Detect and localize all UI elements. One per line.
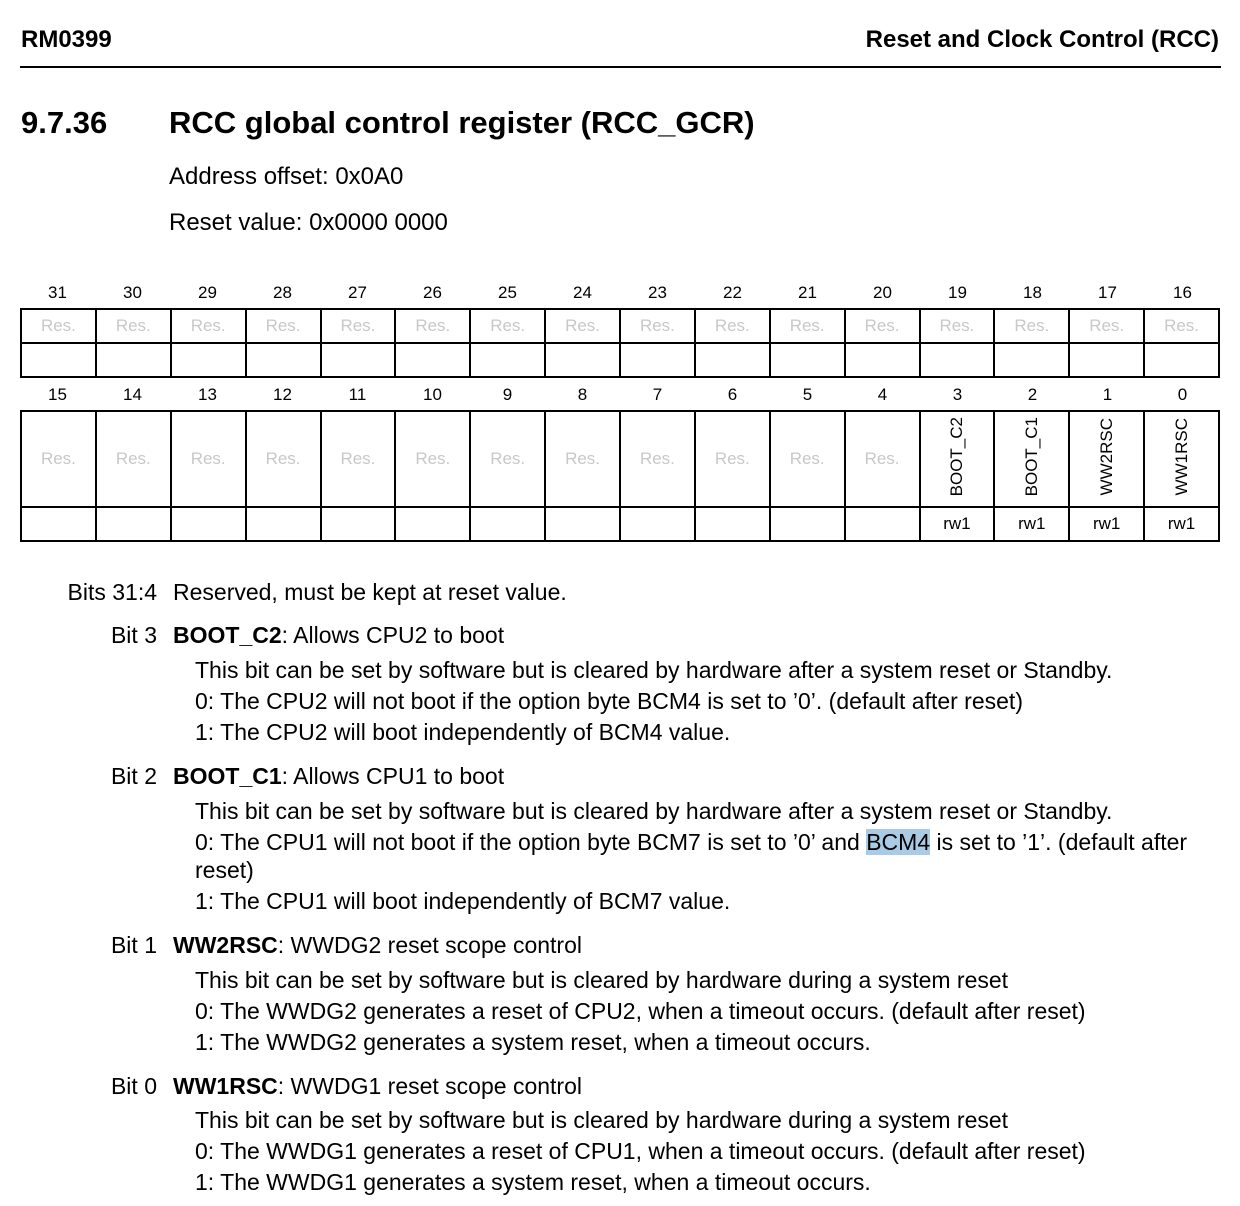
section-title: RCC global control register (RCC_GCR) (169, 105, 755, 140)
access-cell (246, 343, 321, 377)
reserved-cell: Res. (171, 309, 246, 343)
bit-number: 29 (198, 283, 217, 302)
reserved-cell: Res. (770, 411, 845, 507)
bit0-label: Bit 0 (110, 1073, 157, 1099)
bit3-label: Bit 3 (110, 622, 157, 648)
bit-number: 15 (48, 385, 67, 404)
reserved-cell: Res. (246, 411, 321, 507)
bit2-line2 (195, 827, 1215, 858)
bit-number: 18 (1023, 283, 1042, 302)
bit-number: 6 (727, 385, 738, 404)
bit-number: 20 (873, 283, 892, 302)
reserved-cell: Res. (770, 309, 845, 343)
reserved-cell: Res. (920, 309, 995, 343)
bit-number: 10 (423, 385, 442, 404)
access-cell (171, 343, 246, 377)
reserved-cell: Res. (695, 309, 770, 343)
access-cell (1069, 343, 1144, 377)
bit-number: 26 (423, 283, 442, 302)
bit3-field-name: BOOT_C2 (173, 622, 282, 648)
bit-number: 2 (1027, 385, 1038, 404)
reserved-cell: Res. (994, 309, 1069, 343)
reserved-cell: Res. (470, 309, 545, 343)
access-cell (770, 507, 845, 541)
reserved-cell: Res. (395, 309, 470, 343)
bit2-summary: : Allows CPU1 to boot (281, 763, 505, 789)
bit2-line2-highlight: BCM4 (866, 829, 931, 855)
bit2-line1: This bit can be set by software but is cleared by hardware after a system reset or Standby. (195, 798, 1113, 824)
access-cell (770, 343, 845, 377)
bit2-field-name: BOOT_C1 (173, 763, 282, 789)
bit0-line3: 1: The WWDG1 generates a system reset, when a timeout occurs. (195, 1169, 871, 1195)
access-cell (246, 507, 321, 541)
bit1-field-name: WW2RSC (173, 932, 278, 958)
upper-register-table (20, 308, 1220, 378)
reserved-cell: Res. (545, 411, 620, 507)
access-cell (620, 507, 695, 541)
reserved-cell: Res. (21, 411, 96, 507)
reserved-cell: Res. (845, 411, 920, 507)
bit3-line3: 1: The CPU2 will boot independently of BCM4 value. (195, 719, 731, 745)
bit-number: 19 (948, 283, 967, 302)
bit0-line1: This bit can be set by software but is cleared by hardware during a system reset (195, 1107, 1009, 1133)
access-cell (620, 343, 695, 377)
field-name-boot-c2: BOOT_C2 (947, 416, 967, 497)
field-name-ww2rsc: WW2RSC (1097, 417, 1117, 496)
reserved-cell: Res. (845, 309, 920, 343)
access-cell (395, 343, 470, 377)
bit-number: 31 (48, 283, 67, 302)
reserved-cell: Res. (695, 411, 770, 507)
reserved-cell: Res. (321, 411, 396, 507)
access-cell (545, 343, 620, 377)
access-cell (920, 343, 995, 377)
access-cell (545, 507, 620, 541)
reserved-cell: Res. (1144, 309, 1219, 343)
field-name-boot-c1: BOOT_C1 (1022, 416, 1042, 497)
bit1-line3: 1: The WWDG2 generates a system reset, when a timeout occurs. (195, 1029, 871, 1055)
bit-number: 5 (802, 385, 813, 404)
field-cell-boot-c2 (920, 411, 995, 507)
reserved-cell: Res. (321, 309, 396, 343)
reserved-bits-text: Reserved, must be kept at reset value. (173, 579, 567, 605)
bit2-line2-part1: 0: The CPU1 will not boot if the option byte BCM7 is set to ’0’ and (195, 829, 867, 855)
bit-number: 23 (648, 283, 667, 302)
bit-number: 3 (952, 385, 963, 404)
bit-number: 11 (348, 385, 367, 404)
upper-access-row (21, 343, 1219, 377)
document-id: RM0399 (21, 26, 112, 53)
reserved-cell: Res. (96, 411, 171, 507)
reserved-cell: Res. (21, 309, 96, 343)
access-cell (171, 507, 246, 541)
section-number: 9.7.36 (21, 105, 108, 140)
bit2-line2-wrap: reset) (195, 857, 254, 883)
bit3-heading (173, 620, 504, 651)
reserved-cell: Res. (620, 309, 695, 343)
reserved-cell: Res. (545, 309, 620, 343)
reserved-cell: Res. (246, 309, 321, 343)
bit0-line2: 0: The WWDG1 generates a reset of CPU1, when a timeout occurs. (default after reset) (195, 1138, 1086, 1164)
bit-number: 22 (723, 283, 742, 302)
bit-number: 9 (502, 385, 513, 404)
bit3-line2: 0: The CPU2 will not boot if the option byte BCM4 is set to ’0’. (default after reset) (195, 688, 1023, 714)
access-cell (321, 343, 396, 377)
bit-number: 1 (1102, 385, 1113, 404)
reserved-cell: Res. (620, 411, 695, 507)
bit1-heading (173, 930, 582, 961)
access-cell (695, 507, 770, 541)
access-cell (695, 343, 770, 377)
field-cell-ww2rsc (1069, 411, 1144, 507)
bit-number: 7 (652, 385, 663, 404)
field-cell-ww1rsc (1144, 411, 1219, 507)
access-cell (1144, 343, 1219, 377)
bit2-line2-part2: is set to ’1’. (default after (930, 829, 1188, 855)
access-cell (321, 507, 396, 541)
access-cell (21, 343, 96, 377)
reserved-bits-label: Bits 31:4 (67, 579, 157, 605)
upper-bit-numbers (20, 278, 1220, 308)
bit-number: 28 (273, 283, 292, 302)
bit-number: 27 (348, 283, 367, 302)
bit-number: 0 (1177, 385, 1188, 404)
lower-access-row (21, 507, 1219, 541)
access-type-ww1rsc: rw1 (1144, 507, 1219, 541)
access-type-boot-c2: rw1 (920, 507, 995, 541)
field-cell-boot-c1 (994, 411, 1069, 507)
bit2-label: Bit 2 (110, 763, 157, 789)
upper-field-row (21, 309, 1219, 343)
bit1-label: Bit 1 (110, 932, 157, 958)
header-divider (20, 66, 1221, 68)
access-cell (470, 507, 545, 541)
bit3-summary: : Allows CPU2 to boot (281, 622, 505, 648)
bit0-field-name: WW1RSC (173, 1073, 278, 1099)
register-lower-half (20, 380, 1220, 542)
access-cell (395, 507, 470, 541)
reset-value: Reset value: 0x0000 0000 (169, 209, 448, 236)
bit-number: 4 (877, 385, 888, 404)
access-cell (994, 343, 1069, 377)
reserved-cell: Res. (1069, 309, 1144, 343)
bit-number: 13 (198, 385, 217, 404)
reserved-cell: Res. (96, 309, 171, 343)
access-cell (21, 507, 96, 541)
bit-number: 12 (273, 385, 292, 404)
bit2-line3: 1: The CPU1 will boot independently of BCM7 value. (195, 888, 731, 914)
bit-number: 14 (123, 385, 142, 404)
bit3-line1: This bit can be set by software but is cleared by hardware after a system reset or Standby. (195, 657, 1113, 683)
chapter-title: Reset and Clock Control (RCC) (865, 26, 1219, 53)
access-cell (845, 507, 920, 541)
access-cell (96, 507, 171, 541)
reserved-cell: Res. (470, 411, 545, 507)
bit1-summary: : WWDG2 reset scope control (277, 932, 582, 958)
bit-number: 16 (1173, 283, 1192, 302)
reserved-cell: Res. (171, 411, 246, 507)
lower-bit-numbers (20, 380, 1220, 410)
bit-number: 17 (1098, 283, 1117, 302)
address-offset: Address offset: 0x0A0 (169, 163, 404, 190)
bit1-line1: This bit can be set by software but is cleared by hardware during a system reset (195, 967, 1009, 993)
register-upper-half (20, 278, 1220, 378)
bit0-heading (173, 1071, 582, 1102)
access-type-ww2rsc: rw1 (1069, 507, 1144, 541)
access-cell (470, 343, 545, 377)
bit-number: 8 (577, 385, 588, 404)
bit2-heading (173, 761, 504, 792)
lower-field-row (21, 411, 1219, 507)
access-type-boot-c1: rw1 (994, 507, 1069, 541)
access-cell (845, 343, 920, 377)
access-cell (96, 343, 171, 377)
bit-number: 25 (498, 283, 517, 302)
field-name-ww1rsc: WW1RSC (1172, 417, 1192, 496)
bit-number: 24 (573, 283, 592, 302)
lower-register-table (20, 410, 1220, 542)
bit-number: 30 (123, 283, 142, 302)
bit-number: 21 (798, 283, 817, 302)
bit1-line2: 0: The WWDG2 generates a reset of CPU2, when a timeout occurs. (default after reset) (195, 998, 1086, 1024)
reserved-cell: Res. (395, 411, 470, 507)
bit0-summary: : WWDG1 reset scope control (277, 1073, 582, 1099)
